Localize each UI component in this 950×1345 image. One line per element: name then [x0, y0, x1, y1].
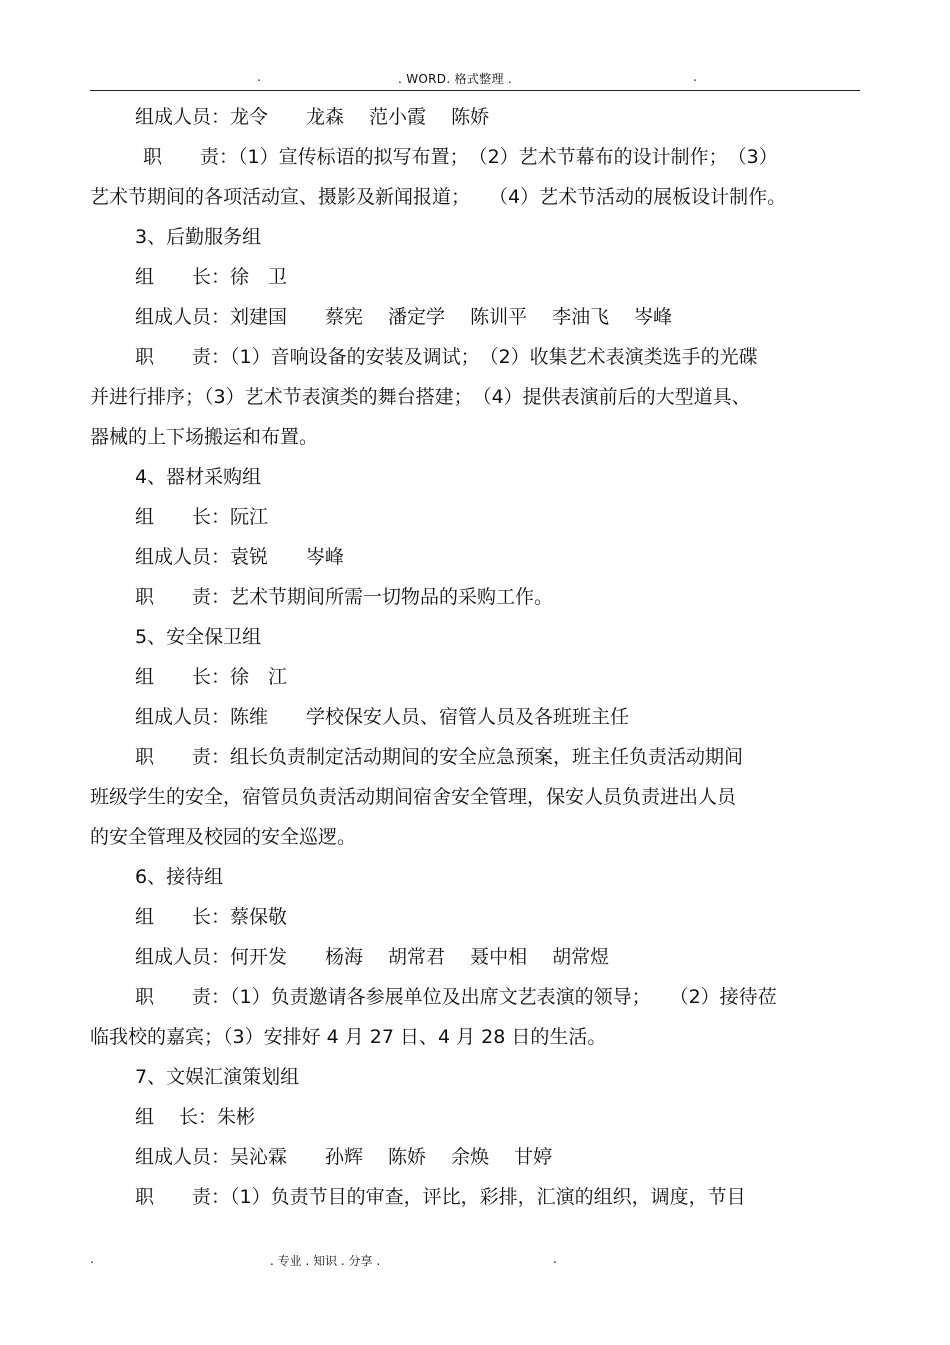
duties-line: 职 责：艺术节期间所需一切物品的采购工作。: [135, 586, 554, 608]
members-line: 组成人员：龙令 龙森 范小霞 陈娇: [135, 106, 490, 128]
header-dot-right: .: [693, 70, 697, 84]
leader-line: 组 长：蔡保敬: [135, 906, 288, 928]
duties-continuation: 临我校的嘉宾；（3）安排好 4 月 27 日、4 月 28 日的生活。: [90, 1026, 607, 1048]
footer-dot-left: .: [90, 1252, 94, 1266]
members-line: 组成人员：何开发 杨海 胡常君 聂中相 胡常煜: [135, 946, 610, 968]
section-heading: 3、后勤服务组: [135, 226, 262, 248]
duties-line: 职 责：（1）音响设备的安装及调试； （2）收集艺术表演类选手的光碟: [135, 346, 758, 368]
duties-continuation: 的安全管理及校园的安全巡逻。: [90, 826, 357, 848]
duties-line: 职 责：（1）负责节目的审查，评比，彩排，汇演的组织，调度，节目: [135, 1186, 746, 1208]
header-dot-left: .: [257, 70, 261, 84]
header-title: . WORD. 格式整理 .: [398, 72, 512, 86]
document-body: [90, 97, 865, 1217]
members-line: 组成人员：吴沁霖 孙辉 陈娇 余焕 甘婷: [135, 1146, 553, 1168]
duties-line: 职 责：（1）宣传标语的拟写布置； （2）艺术节幕布的设计制作； （3）: [143, 146, 778, 168]
header-rule: [90, 90, 860, 91]
duties-continuation: 班级学生的安全，宿管员负责活动期间宿舍安全管理，保安人员负责进出人员: [90, 786, 737, 808]
duties-continuation: 器械的上下场搬运和布置。: [90, 426, 319, 448]
members-line: 组成人员：袁锐 岑峰: [135, 546, 345, 568]
leader-line: 组 长：徐 江: [135, 666, 288, 688]
duties-line: 职 责：（1）负责邀请各参展单位及出席文艺表演的领导； （2）接待莅: [135, 986, 777, 1008]
leader-line: 组 长：朱彬: [135, 1106, 256, 1128]
section-heading: 7、文娱汇演策划组: [135, 1066, 300, 1088]
section-heading: 4、器材采购组: [135, 466, 262, 488]
duties-continuation: 并进行排序；（3）艺术节表演类的舞台搭建； （4）提供表演前后的大型道具、: [90, 386, 751, 408]
duties-line: 职 责：组长负责制定活动期间的安全应急预案，班主任负责活动期间: [135, 746, 744, 768]
footer-text: . 专业 . 知识 . 分享 .: [270, 1254, 381, 1268]
leader-line: 组 长：阮江: [135, 506, 269, 528]
section-heading: 5、安全保卫组: [135, 626, 262, 648]
footer-dot-right: .: [553, 1252, 557, 1266]
section-heading: 6、接待组: [135, 866, 224, 888]
leader-line: 组 长：徐 卫: [135, 266, 288, 288]
members-line: 组成人员：陈维 学校保安人员、宿管人员及各班班主任: [135, 706, 630, 728]
members-line: 组成人员：刘建国 蔡宪 潘定学 陈训平 李油飞 岑峰: [135, 306, 673, 328]
duties-continuation: 艺术节期间的各项活动宣、摄影及新闻报道； （4）艺术节活动的展板设计制作。: [90, 186, 787, 208]
